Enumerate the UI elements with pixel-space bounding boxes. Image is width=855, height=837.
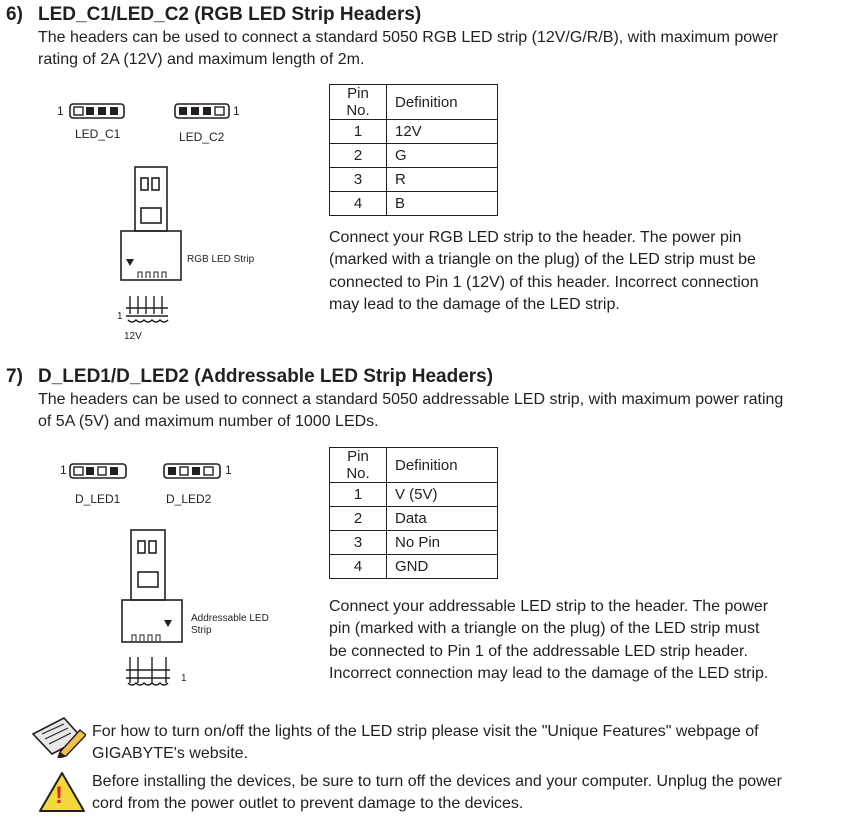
table-row — [330, 144, 498, 168]
pin-definition: 12V — [387, 120, 498, 144]
argb-desc-3: be connected to Pin 1 of the addressable LED strip header. — [329, 643, 748, 660]
led-c2-header-icon — [175, 104, 229, 118]
pin-number: 3 — [330, 168, 387, 192]
d-led2-label: D_LED2 — [166, 492, 212, 506]
table-row — [330, 483, 498, 507]
pin-definition: Data — [387, 507, 498, 531]
section-6-intro-1: The headers can be used to connect a standard 5050 RGB LED strip (12V/G/R/B), with maximum power — [38, 29, 778, 46]
pin-number: 2 — [330, 144, 387, 168]
rgb-voltage-label: 12V — [124, 331, 142, 342]
section-6-number: 6) — [6, 4, 23, 25]
argb-plug-icon — [122, 530, 182, 642]
pin-number: 1 — [330, 120, 387, 144]
pin-definition: GND — [387, 555, 498, 579]
pin-definition: V (5V) — [387, 483, 498, 507]
rgb-plug-label: RGB LED Strip — [187, 254, 255, 265]
d-led1-header-icon — [70, 464, 126, 478]
section-7-intro-1: The headers can be used to connect a standard 5050 addressable LED strip, with maximum power rating — [38, 391, 784, 408]
table-header: Pin No. — [330, 448, 387, 483]
argb-desc-2: pin (marked with a triangle on the plug) of the LED strip must — [329, 620, 760, 637]
table-row — [330, 507, 498, 531]
table-header: Definition — [387, 85, 498, 120]
warning-line-1: Before installing the devices, be sure to turn off the devices and your computer. Unplug the power — [92, 773, 782, 790]
warning-line-2: cord from the power outlet to prevent damage to the devices. — [92, 795, 524, 812]
table-row — [330, 120, 498, 144]
pin-definition: B — [387, 192, 498, 216]
section-6-intro-2: rating of 2A (12V) and maximum length of 2m. — [38, 51, 365, 68]
led-c1-header-icon — [70, 104, 124, 118]
pin-definition: R — [387, 168, 498, 192]
d-led2-header-icon — [164, 464, 220, 478]
argb-desc-4: Incorrect connection may lead to the damage of the LED strip. — [329, 665, 769, 682]
section-7-intro-2: of 5A (5V) and maximum number of 1000 LEDs. — [38, 413, 379, 430]
led-c1-pin1-marker: 1 — [57, 104, 64, 118]
table-row — [330, 192, 498, 216]
rgb-cable-pin1: 1 — [117, 311, 123, 322]
table-row — [330, 531, 498, 555]
tip-line-1: For how to turn on/off the lights of the LED strip please visit the "Unique Features" webpage of — [92, 723, 759, 740]
rgb-plug-icon — [121, 167, 181, 280]
led-c1-label: LED_C1 — [75, 127, 121, 141]
tip-line-2: GIGABYTE's website. — [92, 745, 248, 762]
section-6-title: LED_C1/LED_C2 (RGB LED Strip Headers) — [38, 4, 422, 25]
pin-number: 4 — [330, 555, 387, 579]
section-7-number: 7) — [6, 366, 23, 387]
pin-definition: G — [387, 144, 498, 168]
pin-number: 1 — [330, 483, 387, 507]
pin-number: 2 — [330, 507, 387, 531]
pin-number: 4 — [330, 192, 387, 216]
table-row — [330, 168, 498, 192]
led-c2-pin1-marker: 1 — [233, 104, 240, 118]
table-header: Pin No. — [330, 85, 387, 120]
rgb-desc-1: Connect your RGB LED strip to the header. The power pin — [329, 229, 742, 246]
pin-number: 3 — [330, 531, 387, 555]
section-7-title: D_LED1/D_LED2 (Addressable LED Strip Headers) — [38, 366, 494, 387]
argb-pin-table — [329, 447, 498, 579]
warning-exclamation: ! — [55, 782, 63, 809]
rgb-cable-icon — [126, 296, 168, 322]
argb-cable-pin1: 1 — [181, 673, 187, 684]
table-row — [330, 555, 498, 579]
d-led2-pin1-marker: 1 — [225, 463, 232, 477]
note-pencil-icon — [30, 712, 86, 758]
led-c2-label: LED_C2 — [179, 130, 225, 144]
argb-header-diagram — [0, 450, 320, 700]
argb-desc-1: Connect your addressable LED strip to the header. The power — [329, 598, 769, 615]
d-led1-label: D_LED1 — [75, 492, 121, 506]
rgb-header-diagram — [0, 90, 320, 350]
argb-plug-label-2: Strip — [191, 625, 212, 636]
rgb-pin-table — [329, 84, 498, 216]
d-led1-pin1-marker: 1 — [60, 463, 67, 477]
pin-definition: No Pin — [387, 531, 498, 555]
table-header: Definition — [387, 448, 498, 483]
argb-cable-icon — [126, 657, 170, 685]
rgb-desc-2: (marked with a triangle on the plug) of the LED strip must be — [329, 251, 756, 268]
argb-plug-label-1: Addressable LED — [191, 613, 269, 624]
rgb-desc-3: connected to Pin 1 (12V) of this header. Incorrect connection — [329, 274, 759, 291]
rgb-desc-4: may lead to the damage of the LED strip. — [329, 296, 620, 313]
